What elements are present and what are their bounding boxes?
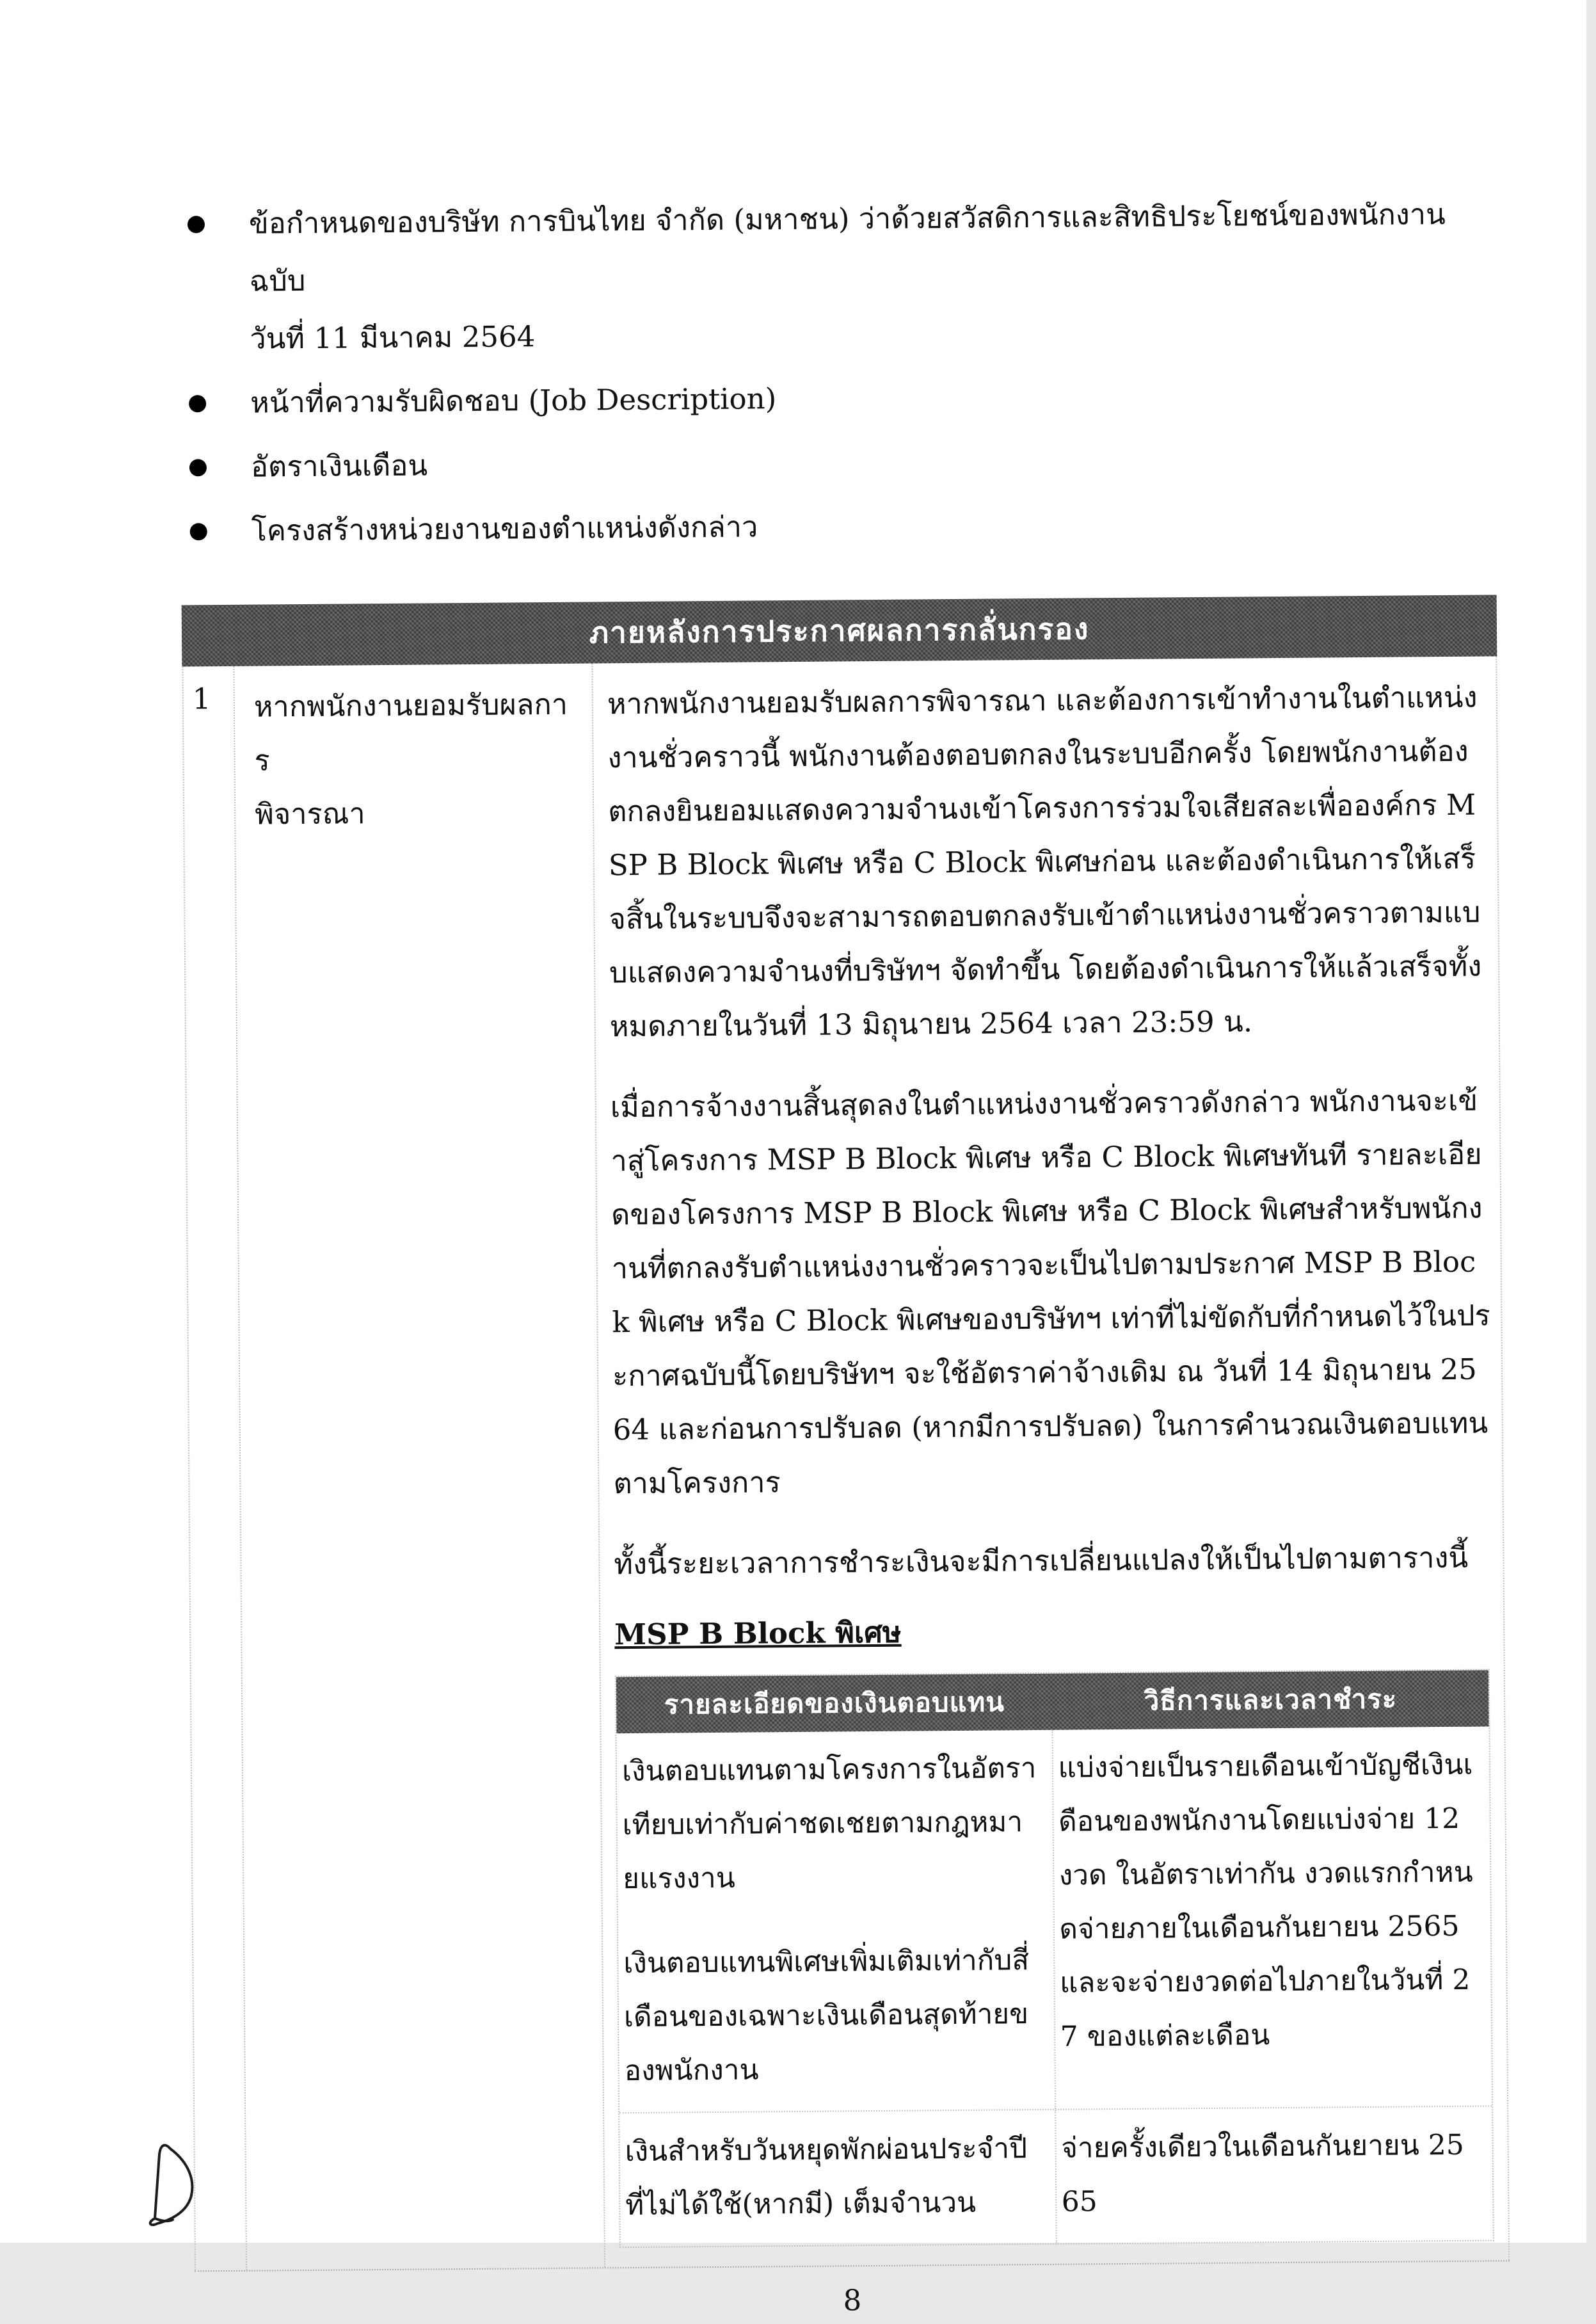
row-body bbox=[591, 656, 1510, 2267]
table-header-band: ภายหลังการประกาศผลการกลั่นกรอง bbox=[182, 595, 1497, 666]
bullet-text: โครงสร้างหน่วยงานของตำแหน่งดังกล่าว bbox=[251, 509, 758, 548]
column-header: วิธีการและเวลาชำระ bbox=[1144, 1683, 1398, 1717]
bullet-list bbox=[0, 0, 1582, 562]
compensation-detail-cell bbox=[619, 2110, 1057, 2247]
topic-line: พิจารณา bbox=[255, 796, 365, 831]
bullet-text: วันที่ 11 มีนาคม 2564 bbox=[250, 319, 536, 356]
list-item bbox=[185, 185, 1485, 368]
body-paragraph: หากพนักงานยอมรับผลการพิจารณา และต้องการเข้าทำงานในตำแหน่งงานชั่วคราวนี้ พนักงานต้องตอบตกลงในระบบอีกครั้ง โดยพนักงานต้องตกลงยินยอมแสดงความจำนงเข้าโครงการร่วมใจเสียสละเพื่อองค์กร MSP B Block พิเศษ หรือ C Block พิเศษก่อน และต้องดำเนินการให้เสร็จสิ้นในระบบจึงจะสามารถตอบตกลงรับเข้าตำแหน่งงานชั่วคราวตามแบบแสดงความจำนงที่บริษัทฯ จัดทำขึ้น โดยต้องดำเนินการให้แล้วเสร็จทั้งหมดภายในวันที่ 13 มิถุนายน 2564 เวลา 23:59 น. bbox=[607, 680, 1482, 1044]
list-item bbox=[187, 428, 1486, 496]
bullet-icon bbox=[189, 459, 207, 476]
bullet-text: ข้อกำหนดของบริษัท การบินไทย จำกัด (มหาชน) ว่าด้วยสวัสดิการและสิทธิประโยชน์ของพนักงานฉบับ bbox=[248, 196, 1446, 298]
cell-paragraph: เงินสำหรับวันหยุดพักผ่อนประจำปีที่ไม่ได้ใช้(หากมี) เต็มจำนวน bbox=[625, 2132, 1028, 2222]
payment-table-header-band bbox=[616, 1670, 1489, 1733]
table-row bbox=[619, 2105, 1493, 2247]
table-row bbox=[182, 656, 1510, 2270]
results-table bbox=[182, 595, 1510, 2272]
table-row bbox=[617, 1726, 1492, 2112]
handwritten-mark bbox=[148, 2139, 210, 2235]
row-topic bbox=[233, 663, 604, 2270]
body-paragraph: ทั้งนี้ระยะเวลาการชำระเงินจะมีการเปลี่ยนแปลงให้เป็นไปตามตารางนี้ bbox=[614, 1540, 1469, 1582]
topic-line: หากพนักงานยอมรับผลการ bbox=[253, 687, 568, 778]
compensation-detail-cell bbox=[617, 1730, 1056, 2112]
list-item bbox=[186, 364, 1485, 432]
payment-method-cell: จ่ายครั้งเดียวในเดือนกันยายน 2565 bbox=[1060, 2128, 1464, 2218]
body-paragraph: เมื่อการจ้างงานสิ้นสุดลงในตำแหน่งงานชั่วคราวดังกล่าว พนักงานจะเข้าสู่โครงการ MSP B Block พิเศษ หรือ C Block พิเศษทันที รายละเอียดของโครงการ MSP B Block พิเศษ หรือ C Block พิเศษสำหรับพนักงานที่ตกลงรับตำแหน่งงานชั่วคราวจะเป็นไปตามประกาศ MSP B Block พิเศษ หรือ C Block พิเศษของบริษัทฯ เท่าที่ไม่ขัดกับที่กำหนดไว้ในประกาศฉบับนี้โดยบริษัทฯ จะใช้อัตราค่าจ้างเดิม ณ วันที่ 14 มิถุนายน 2564 และก่อนการปรับลด (หากมีการปรับลด) ในการคำนวณเงินตอบแทนตามโครงการ bbox=[610, 1083, 1490, 1501]
payment-table bbox=[615, 1669, 1494, 2248]
bullet-icon bbox=[188, 216, 205, 233]
bullet-text: หน้าที่ความรับผิดชอบ (Job Description) bbox=[250, 381, 777, 420]
row-number: 1 bbox=[182, 666, 246, 2271]
bullet-icon bbox=[190, 523, 207, 540]
bullet-icon bbox=[189, 395, 206, 412]
payment-method-cell: แบ่งจ่ายเป็นรายเดือนเข้าบัญชีเงินเดือนของพนักงานโดยแบ่งจ่าย 12 งวด ในอัตราเท่ากัน งวดแรกกำหนดจ่ายภายในเดือนกันยายน 2565 และจะจ่ายงวดต่อไปภายในวันที่ 27 ของแต่ละเดือน bbox=[1058, 1748, 1473, 2053]
cell-paragraph: เงินตอบแทนพิเศษเพิ่มเติมเท่ากับสี่เดือนของเฉพาะเงินเดือนสุดท้ายของพนักงาน bbox=[623, 1944, 1030, 2088]
bullet-text: อัตราเงินเดือน bbox=[250, 448, 428, 484]
column-header: รายละเอียดของเงินตอบแทน bbox=[664, 1686, 1005, 1720]
page-number: 8 bbox=[843, 2283, 862, 2318]
cell-paragraph: เงินตอบแทนตามโครงการในอัตราเทียบเท่ากับค่าชดเชยตามกฎหมายแรงงาน bbox=[621, 1752, 1037, 1896]
sub-table-title: MSP B Block พิเศษ bbox=[614, 1615, 902, 1652]
list-item bbox=[187, 492, 1486, 560]
